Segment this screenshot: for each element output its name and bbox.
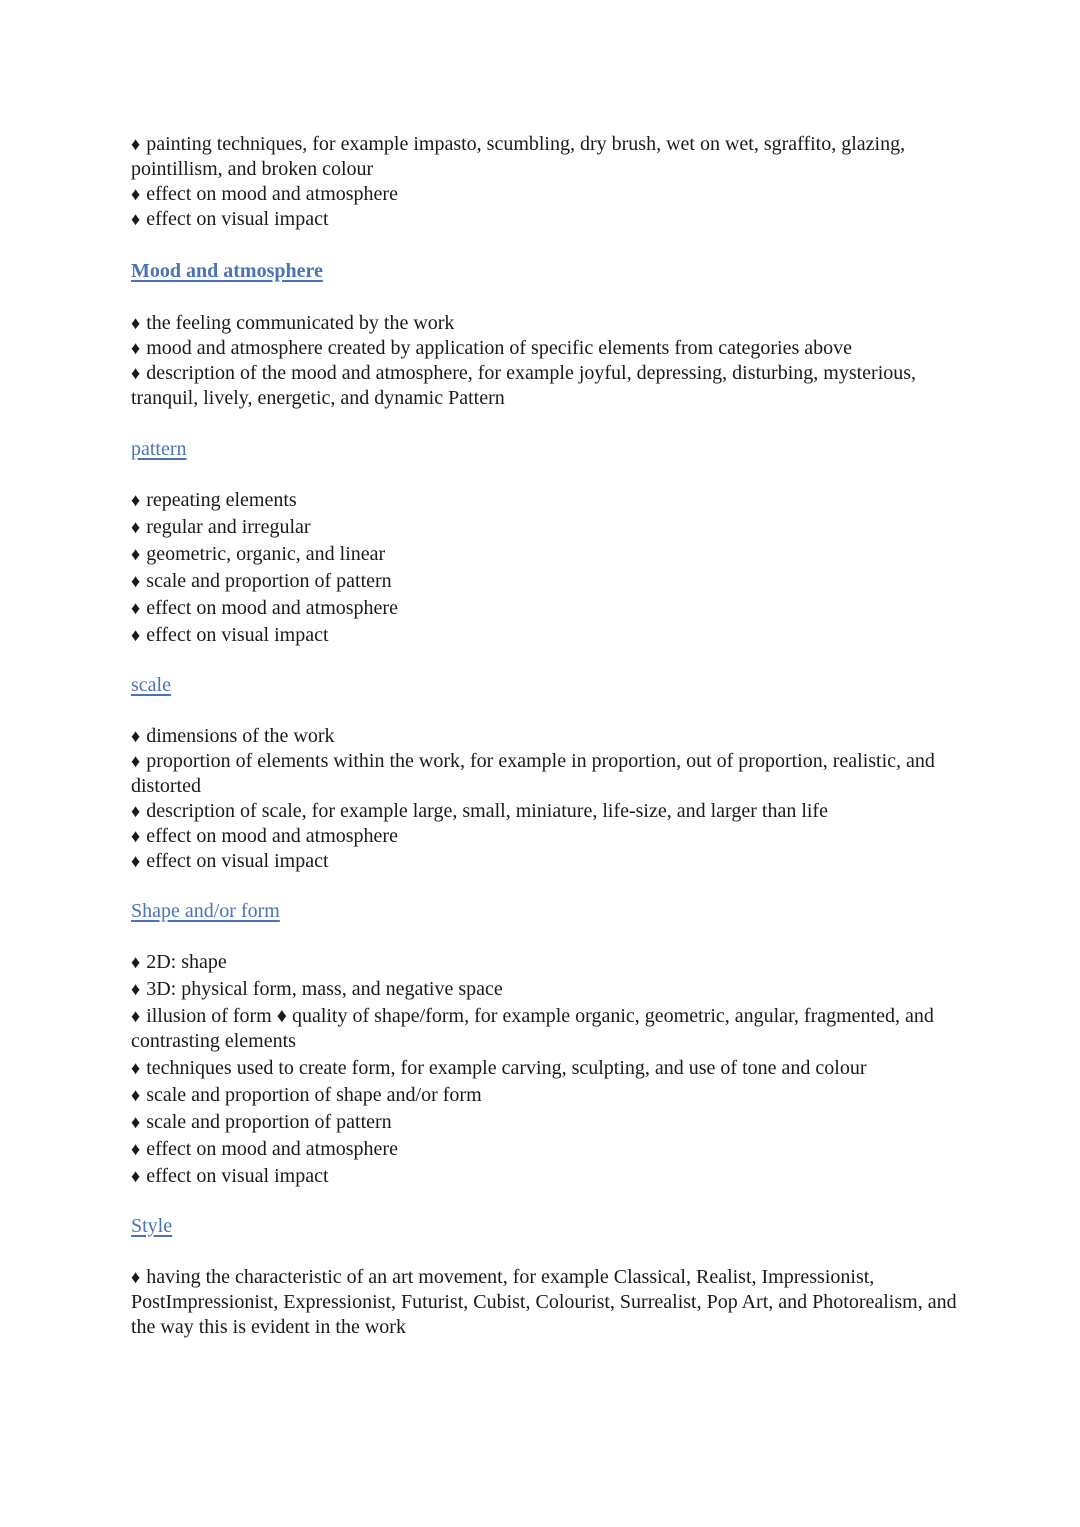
bullet-icon: ♦: [131, 851, 141, 871]
bullet-icon: ♦: [131, 490, 141, 510]
list-item: ♦ effect on mood and atmosphere: [131, 597, 398, 619]
list-item: ♦ description of scale, for example large, small, miniature, life-size, and larger than life: [131, 800, 828, 822]
list-item: ♦ illusion of form ♦ quality of shape/form, for example organic, geometric, angular, fragmented, and contrasting elements: [131, 1005, 934, 1052]
list-item: ♦ scale and proportion of pattern: [131, 570, 392, 592]
list-item: ♦ effect on visual impact: [131, 850, 329, 872]
bullet-icon: ♦: [131, 363, 141, 383]
list-item: ♦ proportion of elements within the work, for example in proportion, out of proportion, realistic, and distorted: [131, 750, 935, 797]
list-item: ♦ 3D: physical form, mass, and negative space: [131, 978, 503, 1000]
bullet-icon: ♦: [131, 544, 141, 564]
list-item: ♦ having the characteristic of an art movement, for example Classical, Realist, Impressionist, PostImpressionist, Expressionist, Futurist, Cubist, Colourist, Surrealist, Pop Art, and Photorealism, and the way this is evident in the work: [131, 1266, 957, 1338]
bullet-icon: ♦: [131, 184, 141, 204]
list-item: ♦ effect on visual impact: [131, 208, 329, 230]
list-item: ♦ effect on visual impact: [131, 1165, 329, 1187]
bullet-icon: ♦: [131, 517, 141, 537]
section-shape-and-form: [131, 899, 961, 1189]
bullet-icon: ♦: [131, 826, 141, 846]
list-item: ♦ effect on mood and atmosphere: [131, 825, 398, 847]
list-item: ♦ description of the mood and atmosphere, for example joyful, depressing, disturbing, mysterious, tranquil, lively, energetic, and dynamic Pattern: [131, 362, 917, 409]
list-item: ♦ scale and proportion of shape and/or form: [131, 1084, 482, 1106]
section-heading-shape-and-form[interactable]: Shape and/or form: [131, 900, 280, 922]
list-item: ♦ painting techniques, for example impasto, scumbling, dry brush, wet on wet, sgraffito, glazing, pointillism, and broken colour: [131, 133, 906, 180]
bullet-icon: ♦: [131, 338, 141, 358]
bullet-icon: ♦: [131, 313, 141, 333]
section-heading-pattern[interactable]: pattern: [131, 438, 187, 460]
section-pattern: [131, 437, 961, 648]
bullet-icon: ♦: [131, 1139, 141, 1159]
list-item: ♦ dimensions of the work: [131, 725, 335, 747]
bullet-icon: ♦: [131, 598, 141, 618]
list-item: ♦ repeating elements: [131, 489, 297, 511]
section-heading-scale[interactable]: scale: [131, 674, 171, 696]
bullet-icon: ♦: [131, 1267, 141, 1287]
bullet-icon: ♦: [131, 1006, 141, 1026]
list-item: ♦ the feeling communicated by the work: [131, 312, 455, 334]
document-page: [131, 132, 961, 1340]
bullet-icon: ♦: [131, 952, 141, 972]
bullet-icon: ♦: [131, 134, 141, 154]
section-scale: [131, 673, 961, 874]
bullet-icon: ♦: [131, 979, 141, 999]
bullet-icon: ♦: [131, 801, 141, 821]
bullet-icon: ♦: [131, 1058, 141, 1078]
bullet-icon: ♦: [131, 209, 141, 229]
bullet-icon: ♦: [131, 625, 141, 645]
list-item: ♦ regular and irregular: [131, 516, 311, 538]
section-heading-mood-and-atmosphere[interactable]: Mood and atmosphere: [131, 260, 323, 282]
bullet-icon: ♦: [131, 751, 141, 771]
section-mood-and-atmosphere: [131, 259, 961, 411]
list-item: ♦ effect on visual impact: [131, 624, 329, 646]
list-item: ♦ effect on mood and atmosphere: [131, 183, 398, 205]
bullet-icon: ♦: [131, 1166, 141, 1186]
section-style: [131, 1214, 961, 1340]
list-item: ♦ effect on mood and atmosphere: [131, 1138, 398, 1160]
bullet-icon: ♦: [131, 571, 141, 591]
list-item: ♦ mood and atmosphere created by application of specific elements from categories above: [131, 337, 853, 359]
bullet-icon: ♦: [131, 1112, 141, 1132]
bullet-icon: ♦: [131, 1085, 141, 1105]
list-item: ♦ techniques used to create form, for example carving, sculpting, and use of tone and colour: [131, 1057, 867, 1079]
list-item: ♦ scale and proportion of pattern: [131, 1111, 392, 1133]
list-item: ♦ 2D: shape: [131, 951, 227, 973]
bullet-icon: ♦: [131, 726, 141, 746]
section-heading-style[interactable]: Style: [131, 1215, 173, 1237]
list-item: ♦ geometric, organic, and linear: [131, 543, 386, 565]
intro-list: [131, 132, 961, 232]
